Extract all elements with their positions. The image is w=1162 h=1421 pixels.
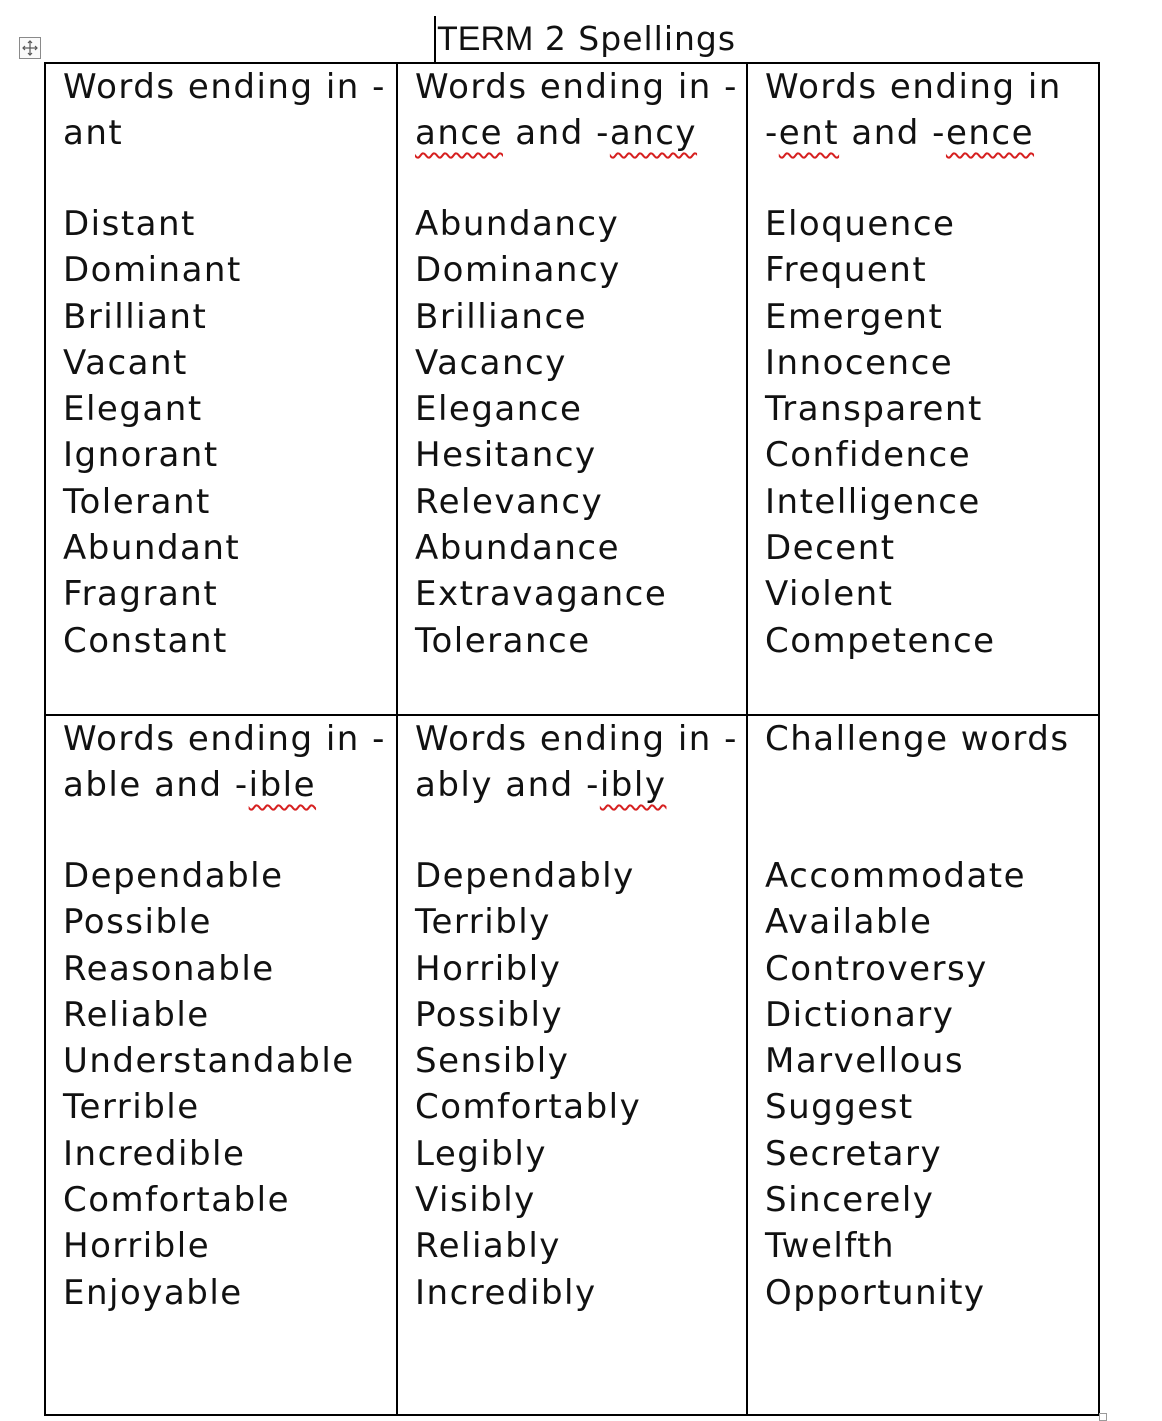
list-item: Frequent: [765, 250, 928, 291]
heading-text: ably and -: [415, 765, 600, 805]
list-item: Distant: [63, 204, 196, 244]
heading-line: [765, 762, 1090, 808]
cell-heading: [63, 64, 388, 156]
spellcheck-flagged-text[interactable]: ible: [248, 765, 317, 805]
table-row: [45, 63, 1099, 715]
list-item: Sincerely: [765, 1180, 935, 1221]
list-item: Tolerance: [415, 620, 591, 661]
list-item: Horrible: [63, 1226, 211, 1267]
list-item: Comfortably: [415, 1087, 642, 1128]
list-item: Secretary: [765, 1133, 943, 1174]
cell-ance-ancy-words[interactable]: [397, 63, 747, 715]
list-item: Reliably: [415, 1226, 561, 1267]
list-item: Brilliance: [415, 296, 588, 337]
table-row: [45, 715, 1099, 1415]
list-item: Confidence: [765, 435, 972, 476]
list-item: Ignorant: [63, 435, 219, 476]
heading-text: and -: [839, 113, 946, 153]
list-item: Brilliant: [63, 296, 208, 337]
list-item: Eloquence: [765, 204, 956, 244]
document-title[interactable]: [437, 16, 736, 62]
list-item: Violent: [765, 574, 894, 615]
cell-heading: [415, 716, 738, 808]
list-item: Elegant: [63, 389, 203, 430]
list-item: Possibly: [415, 994, 564, 1035]
list-item: Visibly: [415, 1180, 536, 1221]
list-item: Reliable: [63, 994, 210, 1035]
heading-text: and -: [503, 113, 610, 153]
list-item: Abundancy: [415, 204, 620, 244]
spellcheck-flagged-text[interactable]: ance: [415, 113, 503, 153]
list-item: Horribly: [415, 948, 562, 989]
spellcheck-flagged-text[interactable]: ent: [778, 113, 840, 153]
cell-challenge-words[interactable]: [747, 715, 1099, 1415]
list-item: Accommodate: [765, 856, 1027, 896]
list-item: Terribly: [415, 902, 551, 943]
list-item: Competence: [765, 620, 996, 661]
list-item: Constant: [63, 620, 228, 661]
heading-text: -: [765, 113, 779, 153]
list-item: Vacant: [63, 342, 188, 383]
list-item: Innocence: [765, 342, 954, 383]
list-item: Emergent: [765, 296, 944, 337]
spellcheck-flagged-text[interactable]: ancy: [609, 113, 698, 153]
list-item: Dependable: [63, 856, 284, 896]
heading-line: Words ending in: [765, 67, 1062, 107]
cell-heading: [63, 716, 388, 808]
word-list: [415, 853, 738, 1316]
title-prefix: TERM: [437, 20, 534, 58]
cell-heading: [415, 64, 738, 156]
heading-line: [415, 762, 738, 808]
list-item: Sensibly: [415, 1041, 570, 1082]
list-item: Incredible: [63, 1133, 246, 1174]
heading-line: Words ending in -: [415, 719, 738, 759]
list-item: Relevancy: [415, 481, 604, 522]
list-item: Fragrant: [63, 574, 219, 615]
list-item: Dictionary: [765, 994, 955, 1035]
word-list: [63, 201, 388, 664]
list-item: Twelfth: [765, 1226, 896, 1267]
cell-ent-ence-words[interactable]: [747, 63, 1099, 715]
list-item: Controversy: [765, 948, 988, 989]
list-item: Dominant: [63, 250, 242, 291]
heading-line: [63, 762, 388, 808]
list-item: Extravagance: [415, 574, 668, 615]
list-item: Opportunity: [765, 1272, 986, 1313]
list-item: Abundance: [415, 528, 621, 569]
heading-line: Words ending in -: [63, 67, 386, 107]
cell-heading: [765, 64, 1090, 156]
list-item: Reasonable: [63, 948, 275, 989]
cell-able-ible-words[interactable]: [45, 715, 397, 1415]
list-item: Intelligence: [765, 481, 981, 522]
cell-heading: [765, 716, 1090, 808]
list-item: Incredibly: [415, 1272, 597, 1313]
list-item: Vacancy: [415, 342, 567, 383]
heading-line: [765, 110, 1090, 156]
word-list: [765, 853, 1090, 1316]
list-item: Available: [765, 902, 933, 943]
list-item: Transparent: [765, 389, 983, 430]
heading-line: Challenge words: [765, 719, 1070, 759]
title-suffix: 2 Spellings: [533, 19, 737, 58]
list-item: Possible: [63, 902, 212, 943]
list-item: Legibly: [415, 1133, 547, 1174]
cell-ant-words[interactable]: [45, 63, 397, 715]
word-list: [63, 853, 388, 1316]
text-cursor: [434, 16, 436, 62]
word-list: [415, 201, 738, 664]
list-item: Decent: [765, 528, 896, 569]
word-list: [765, 201, 1090, 664]
spellcheck-flagged-text[interactable]: ibly: [599, 765, 667, 805]
spellcheck-flagged-text[interactable]: ence: [945, 113, 1035, 153]
heading-line: Words ending in -: [63, 719, 386, 759]
list-item: Abundant: [63, 528, 241, 569]
list-item: Hesitancy: [415, 435, 597, 476]
list-item: Terrible: [63, 1087, 200, 1128]
list-item: Dependably: [415, 856, 635, 896]
table-move-handle-icon[interactable]: [19, 37, 41, 59]
heading-line: Words ending in -: [415, 67, 738, 107]
cell-ably-ibly-words[interactable]: [397, 715, 747, 1415]
heading-line: [415, 110, 738, 156]
list-item: Elegance: [415, 389, 583, 430]
spellings-table: [44, 62, 1100, 1416]
heading-text: able and -: [63, 765, 249, 805]
list-item: Suggest: [765, 1087, 914, 1128]
list-item: Enjoyable: [63, 1272, 243, 1313]
list-item: Dominancy: [415, 250, 621, 291]
list-item: Comfortable: [63, 1180, 291, 1221]
list-item: Tolerant: [63, 481, 211, 522]
list-item: Understandable: [63, 1041, 355, 1082]
heading-line: ant: [63, 113, 124, 153]
list-item: Marvellous: [765, 1041, 965, 1082]
